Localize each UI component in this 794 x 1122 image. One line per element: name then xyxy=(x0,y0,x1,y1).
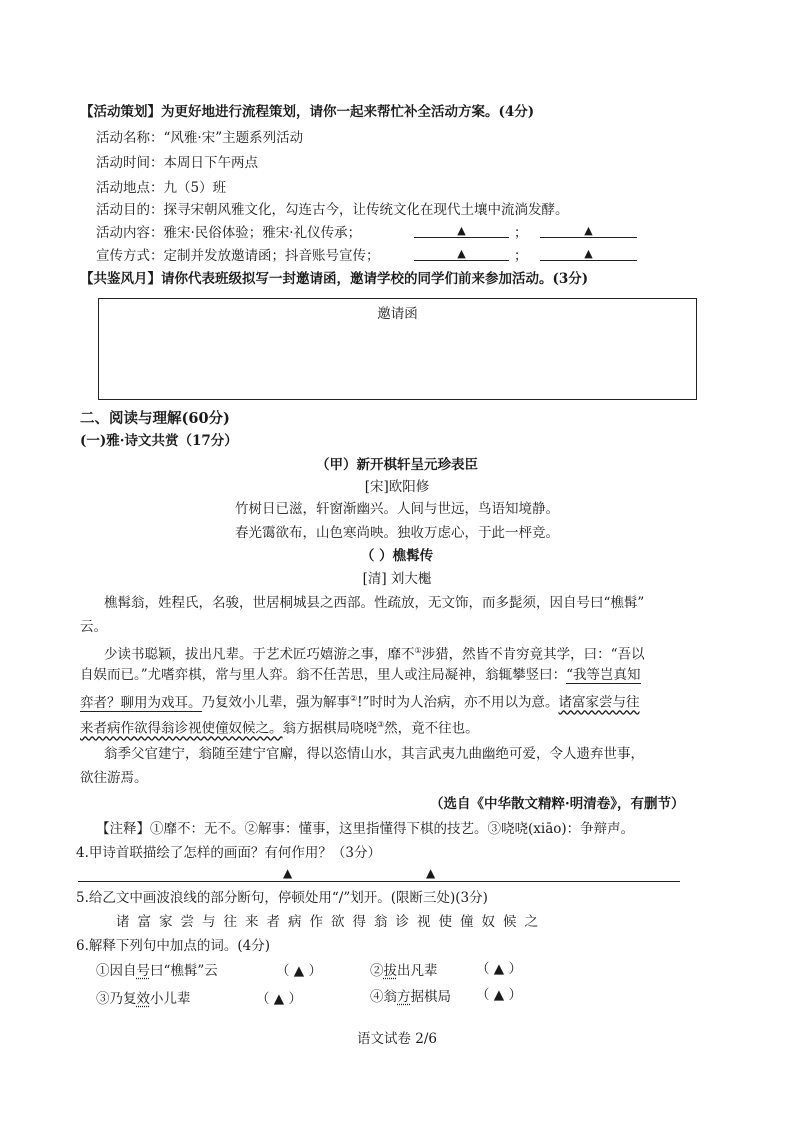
prose-title: （ ）樵髯传 xyxy=(360,548,434,564)
question-5-text[interactable]: 诸富家尝与往来者病作欲得翁诊视使僮奴候之 xyxy=(116,914,546,930)
wavy-underlined-text: 诸富家尝与往 xyxy=(558,694,640,711)
prose-p3-line2: 欲往游焉。 xyxy=(80,770,148,786)
question-6-item-4 xyxy=(370,988,451,1006)
underlined-text: “我等岂真知 xyxy=(566,667,641,683)
prose-p2-line3 xyxy=(80,690,640,712)
triangle-icon: ▲ xyxy=(584,247,593,260)
text-run: 自娱而已。”尤嗜弈棋，常与里人弈。翁不任苦思，里人或注局凝神，翁辄攀竖曰： xyxy=(80,667,567,683)
question-6-answer-3[interactable]: （ ▲ ） xyxy=(256,991,302,1007)
invitation-box-title: 邀请函 xyxy=(377,306,418,322)
text-run: 曰“樵髯”云 xyxy=(150,963,218,979)
text-run: 翁方据棋局哓哓 xyxy=(282,720,377,737)
activity-name: 活动名称：“风雅·宋”主题系列活动 xyxy=(96,130,304,146)
content-answer-blank-2[interactable] xyxy=(540,223,637,238)
prose-p2-line1 xyxy=(104,642,645,664)
text-run: 然，竟不往也。 xyxy=(384,720,479,737)
text-run: ② xyxy=(370,963,384,979)
prose-p2-line2 xyxy=(80,666,641,684)
text-run: ④翁 xyxy=(370,989,397,1005)
note-marker: ① xyxy=(414,646,422,655)
text-run: !”时时为人治病，亦不用以为意。 xyxy=(357,694,559,711)
publicity-answer-blank-1[interactable] xyxy=(414,246,509,261)
page-footer: 语文试卷 2/6 xyxy=(356,1031,438,1047)
dotted-word: 拔 xyxy=(383,963,397,979)
underlined-text: 弈者？聊用为戏耳。 xyxy=(80,694,202,711)
triangle-icon: ▲ xyxy=(283,866,293,880)
publicity-answer-blank-2[interactable] xyxy=(540,246,637,261)
dotted-word: 方 xyxy=(397,989,411,1005)
section-title: 二、阅读与理解(60分) xyxy=(80,410,230,427)
text-run: 少读书聪颖，拔出凡辈。于艺术匠巧嬉游之事，靡不 xyxy=(104,646,415,663)
prose-p3-line1: 翁季父官建宁，翁随至建宁官廨，得以恣情山水，其言武夷九曲幽绝可爱，令人遗弃世事， xyxy=(104,746,644,762)
question-4: 4.甲诗首联描绘了怎样的画面？有何作用？（3分） xyxy=(76,845,381,861)
triangle-icon: ▲ xyxy=(584,224,593,237)
note-marker: ② xyxy=(350,694,358,703)
triangle-icon: ▲ xyxy=(426,866,436,880)
activity-content-row xyxy=(96,224,361,242)
question-6-item-2 xyxy=(370,962,438,980)
prose-p2-line4 xyxy=(80,716,479,738)
question-6-answer-4[interactable]: （ ▲ ） xyxy=(476,987,522,1003)
content-answer-blank-1[interactable] xyxy=(414,223,509,238)
separator: ； xyxy=(514,248,528,264)
text-run: ①因自 xyxy=(96,963,137,979)
question-6-item-1 xyxy=(96,962,218,980)
invitation-answer-box[interactable] xyxy=(98,298,697,400)
text-run: 小儿辈 xyxy=(150,991,191,1007)
wavy-underlined-text: 来者病作欲得翁诊视使僮奴候之。 xyxy=(80,720,283,737)
activity-content-label: 活动内容：雅宋·民俗体验；雅宋·礼仪传承； xyxy=(96,225,362,241)
activity-place: 活动地点：九（5）班 xyxy=(96,180,227,196)
text-run: ③乃复 xyxy=(96,991,137,1007)
question-5: 5.给乙文中画波浪线的部分断句，停顿处用“/”划开。(限断三处)(3分) xyxy=(76,890,488,906)
question-6-item-3 xyxy=(96,990,191,1008)
activity-publicity-row xyxy=(96,247,380,265)
poem-author: [宋]欧阳修 xyxy=(364,479,430,495)
poem-line-2: 春光霭欲布，山色寒尚映。独收万虑心，于此一枰竞。 xyxy=(235,525,559,541)
dotted-word: 号 xyxy=(136,963,150,979)
triangle-icon: ▲ xyxy=(457,224,466,237)
prose-author: [清] 刘大櫆 xyxy=(362,571,432,587)
triangle-icon: ▲ xyxy=(457,247,466,260)
activity-heading: 【活动策划】为更好地进行流程策划，请你一起来帮忙补全活动方案。(4分) xyxy=(80,104,535,120)
text-run: 涉猎，然皆不肯穷竟其学，曰：“吾以 xyxy=(421,646,645,663)
poem-line-1: 竹树日已滋，轩窗渐幽兴。人间与世远，鸟语知境静。 xyxy=(235,501,559,517)
text-run: 据棋局 xyxy=(410,989,451,1005)
activity-publicity-label: 宣传方式：定制并发放邀请函；抖音账号宣传； xyxy=(96,248,380,264)
question-6-answer-1[interactable]: （ ▲ ） xyxy=(276,963,322,979)
question-6: 6.解释下列句中加点的词。(4分) xyxy=(76,938,271,954)
text-run: 出凡辈 xyxy=(397,963,438,979)
dotted-word: 效 xyxy=(136,991,150,1007)
activity-goal: 活动目的：探寻宋朝风雅文化，勾连古今，让传统文化在现代土壤中流淌发酵。 xyxy=(96,202,569,218)
text-run: 乃复效小儿辈，强为解事 xyxy=(201,694,350,711)
question-6-answer-2[interactable]: （ ▲ ） xyxy=(476,961,522,977)
separator: ； xyxy=(514,225,528,241)
notes: 【注释】①靡不：无不。②解事：懂事，这里指懂得下棋的技艺。③哓哓(xiāo)：争辩声。 xyxy=(96,821,635,837)
appreciation-heading: 【共鉴风月】请你代表班级拟写一封邀请函，邀请学校的同学们前来参加活动。(3分) xyxy=(80,271,589,287)
section-subtitle: (一)雅·诗文共赏（17分） xyxy=(80,433,238,449)
activity-time: 活动时间：本周日下午两点 xyxy=(96,155,258,171)
note-marker: ③ xyxy=(377,720,385,729)
prose-p1-line1: 樵髯翁，姓程氏，名骏，世居桐城县之西部。性疏放，无文饰，而多髭须，因自号曰“樵髯” xyxy=(104,595,645,611)
prose-p1-line2: 云。 xyxy=(80,619,107,635)
poem-title: （甲）新开棋轩呈元珍表臣 xyxy=(316,457,478,473)
question-4-answer-line[interactable] xyxy=(78,881,680,882)
prose-source: （选自《中华散文精粹·明清卷》，有删节） xyxy=(430,796,685,812)
